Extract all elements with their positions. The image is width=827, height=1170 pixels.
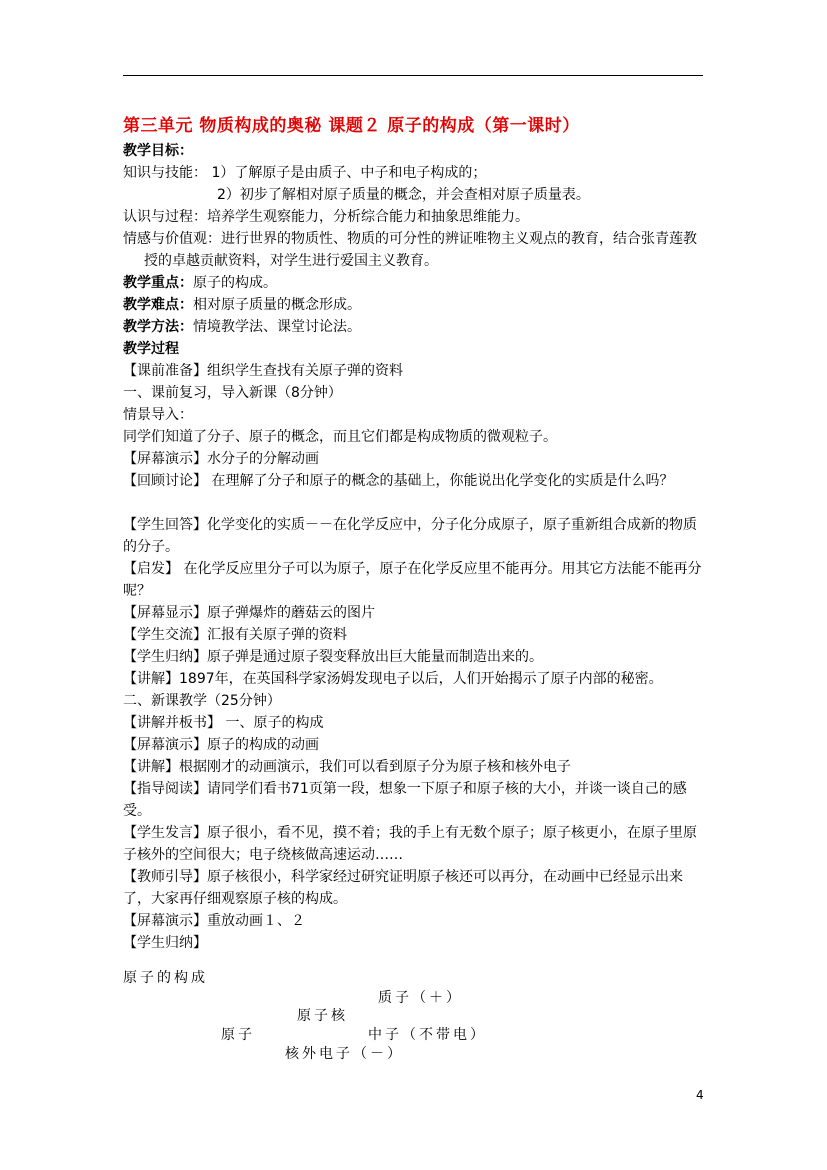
- paragraph: 【屏幕演示】水分子的分解动画: [123, 451, 319, 467]
- diagram-neutron: 中子（不带电）: [368, 1027, 487, 1043]
- paragraph: 【学生归纳】原子弹是通过原子裂变释放出巨大能量而制造出来的。: [123, 649, 543, 665]
- diagram-electron: 核外电子（－）: [285, 1046, 404, 1062]
- process-objective: 认识与过程：培养学生观察能力，分析综合能力和抽象思维能力。: [123, 209, 529, 225]
- section-heading: 一、课前复习，导入新课（8分钟）: [123, 385, 342, 401]
- atom-structure-diagram: [123, 965, 623, 1065]
- paragraph: 【启发】 在化学反应里分子可以为原子，原子在化学反应里不能再分。用其它方法能不能再分呢？: [123, 561, 702, 599]
- diagram-nucleus: 原子核: [297, 1008, 348, 1024]
- knowledge-item-1: 1）了解原子是由质子、中子和电子构成的；: [211, 165, 487, 181]
- paragraph: 【教师引导】原子核很小，科学家经过研究证明原子核还可以再分，在动画中已经显示出来了，大家再仔细观察原子核的构成。: [123, 869, 683, 907]
- paragraph: 【讲解】根据刚才的动画演示，我们可以看到原子分为原子核和核外电子: [123, 759, 571, 775]
- difficulty-label: 教学难点：: [123, 297, 193, 313]
- difficulty: [123, 294, 705, 316]
- blank-line: [123, 492, 705, 514]
- difficulty-text: 相对原子质量的概念形成。: [193, 297, 361, 313]
- knowledge-item-2: 2）初步了解相对原子质量的概念，并会查相对原子质量表。: [217, 187, 590, 203]
- paragraph: 同学们知道了分子、原子的概念，而且它们都是构成物质的微观粒子。: [123, 429, 557, 445]
- emotion-objective: 情感与价值观：进行世界的物质性、物质的可分性的辨证唯物主义观点的教育，结合张青莲教授的卓越贡献资料，对学生进行爱国主义教育。: [123, 231, 697, 269]
- paragraph: 情景导入：: [123, 407, 193, 423]
- method-text: 情境教学法、课堂讨论法。: [193, 319, 361, 335]
- paragraph: 【讲解并板书】 一、原子的构成: [123, 715, 324, 731]
- paragraph: 【指导阅读】请同学们看书71页第一段，想象一下原子和原子核的大小，并谈一谈自己的感受。: [123, 781, 687, 819]
- paragraph: 【学生归纳】: [123, 935, 207, 951]
- section-heading: 二、新课教学（25分钟）: [123, 693, 281, 709]
- knowledge-line-1: [123, 162, 705, 184]
- objectives-heading: 教学目标：: [123, 143, 193, 159]
- paragraph: 【讲解】1897年，在英国科学家汤姆发现电子以后，人们开始揭示了原子内部的秘密。: [123, 671, 663, 687]
- paragraph: 【屏幕显示】原子弹爆炸的蘑菇云的图片: [123, 605, 375, 621]
- paragraph: 【学生交流】汇报有关原子弹的资料: [123, 627, 347, 643]
- page-number: 4: [696, 1088, 704, 1102]
- key-point: [123, 272, 705, 294]
- paragraph: 【回顾讨论】 在理解了分子和原子的概念的基础上，你能说出化学变化的实质是什么吗？: [123, 473, 674, 489]
- key-point-text: 原子的构成。: [193, 275, 277, 291]
- method-label: 教学方法：: [123, 319, 193, 335]
- diagram-atom: 原子: [221, 1027, 255, 1043]
- paragraph: 【屏幕演示】原子的构成的动画: [123, 737, 319, 753]
- knowledge-label: 知识与技能：: [123, 165, 207, 181]
- diagram-proton: 质子（＋）: [378, 990, 463, 1006]
- key-point-label: 教学重点：: [123, 275, 193, 291]
- method: [123, 316, 705, 338]
- paragraph: 【课前准备】组织学生查找有关原子弹的资料: [123, 363, 403, 379]
- header-rule: [123, 75, 703, 76]
- paragraph: 【学生发言】原子很小，看不见，摸不着；我的手上有无数个原子；原子核更小，在原子里原子核外的空间很大；电子绕核做高速运动……: [123, 825, 697, 863]
- lesson-title: 第三单元 物质构成的奥秘 课题２ 原子的构成（第一课时）: [123, 116, 580, 136]
- process-heading: 教学过程: [123, 341, 179, 357]
- paragraph: 【屏幕演示】重放动画１、２: [123, 913, 305, 929]
- document-body: [123, 140, 705, 954]
- diagram-heading: 原子的构成: [123, 970, 208, 986]
- paragraph: 【学生回答】化学变化的实质－－在化学反应中，分子化分成原子，原子重新组合成新的物质的分子。: [123, 517, 697, 555]
